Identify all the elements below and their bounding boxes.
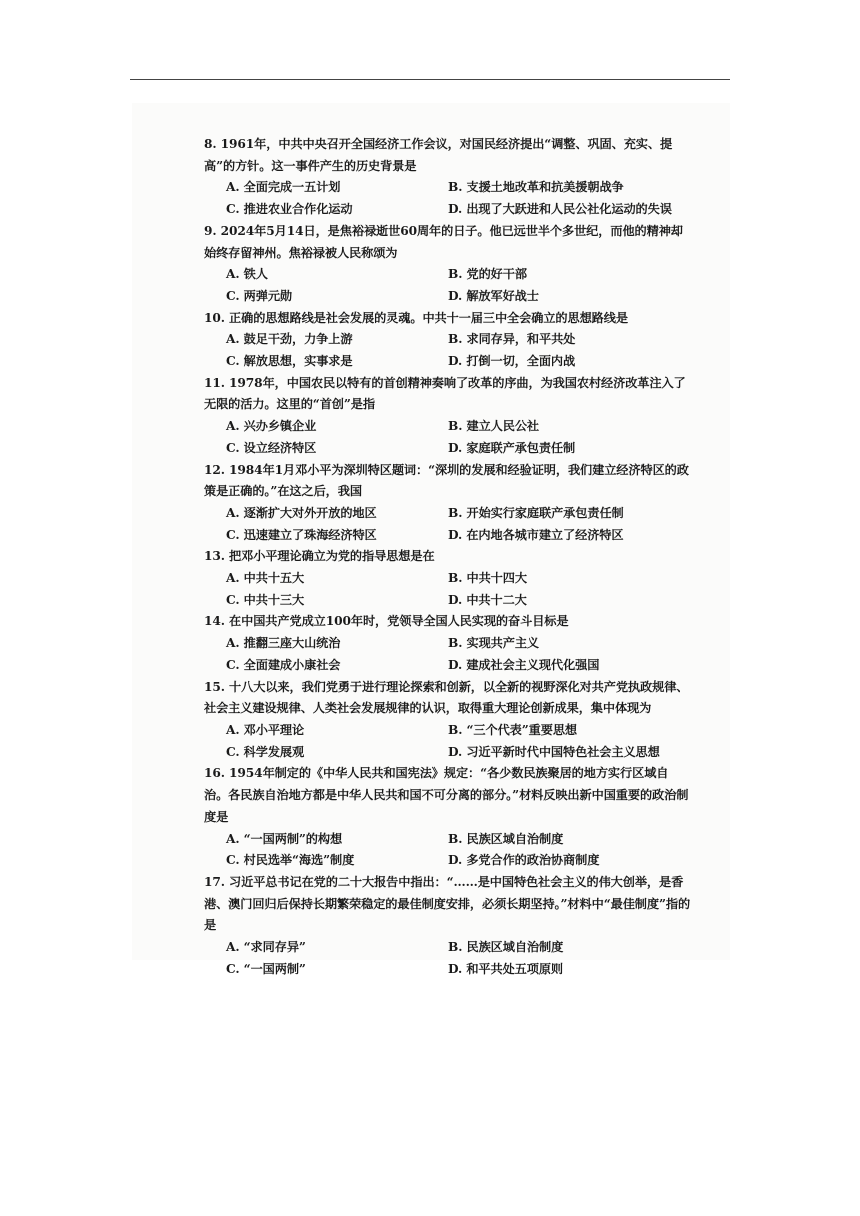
option-d: D. 解放军好战士	[448, 288, 539, 303]
question-stem: 8. 1961年，中共中央召开全国经济工作会议，对国民经济提出“调整、巩固、充实、提高”的方针。这一事件产生的历史背景是	[204, 137, 673, 173]
option-a: A. 鼓足干劲，力争上游	[226, 332, 353, 347]
option-a: A. “一国两制”的构想	[226, 831, 343, 846]
option-c: C. “一国两制”	[226, 961, 306, 976]
option-d: D. 出现了大跃进和人民公社化运动的失误	[448, 202, 672, 217]
option-d: D. 多党合作的政治协商制度	[448, 853, 600, 868]
option-a: A. 中共十五大	[226, 571, 305, 586]
option-a: A. 逐渐扩大对外开放的地区	[226, 505, 377, 520]
option-c: C. 村民选举“海选”制度	[226, 853, 355, 868]
option-b: B. 求同存异，和平共处	[448, 332, 576, 347]
option-d: D. 在内地各城市建立了经济特区	[448, 527, 624, 542]
question-stem: 11. 1978年，中国农民以特有的首创精神奏响了改革的序曲，为我国农村经济改革注入了无限的活力。这里的“首创”是指	[204, 375, 686, 412]
option-a: A. 兴办乡镇企业	[226, 419, 317, 434]
question-15	[204, 677, 692, 764]
option-b: B. 建立人民公社	[448, 419, 540, 434]
question-17	[204, 872, 692, 981]
question-13	[204, 546, 692, 611]
option-c: C. 解放思想，实事求是	[226, 354, 353, 369]
option-a: A. 邓小平理论	[226, 722, 305, 737]
question-10	[204, 308, 692, 373]
option-b: B. 实现共产主义	[448, 636, 540, 651]
option-a: A. 铁人	[226, 267, 268, 282]
question-stem: 10. 正确的思想路线是社会发展的灵魂。中共十一届三中全会确立的思想路线是	[204, 310, 628, 325]
option-c: C. 全面建成小康社会	[226, 657, 341, 672]
question-stem: 15. 十八大以来，我们党勇于进行理论探索和创新，以全新的视野深化对共产党执政规律、社会主义建设规律、人类社会发展规律的认识，取得重大理论创新成果，集中体现为	[204, 679, 689, 716]
option-d: D. 家庭联产承包责任制	[448, 440, 576, 455]
question-list	[204, 134, 692, 980]
option-c: C. 迅速建立了珠海经济特区	[226, 527, 377, 542]
question-stem: 14. 在中国共产党成立100年时，党领导全国人民实现的奋斗目标是	[204, 614, 569, 629]
option-c: C. 科学发展观	[226, 744, 305, 759]
option-b: B. 中共十四大	[448, 571, 527, 586]
option-c: C. 中共十三大	[226, 592, 305, 607]
question-9	[204, 221, 692, 308]
question-16	[204, 763, 692, 872]
option-a: A. 推翻三座大山统治	[226, 636, 341, 651]
option-a: A. 全面完成一五计划	[226, 180, 341, 195]
option-d: D. 习近平新时代中国特色社会主义思想	[448, 744, 660, 759]
header-rule	[130, 79, 730, 80]
option-d: D. 建成社会主义现代化强国	[448, 657, 600, 672]
option-b: B. 民族区域自治制度	[448, 940, 564, 955]
question-8	[204, 134, 692, 221]
question-stem: 13. 把邓小平理论确立为党的指导思想是在	[204, 549, 435, 564]
option-b: B. 党的好干部	[448, 267, 527, 282]
question-stem: 17. 习近平总书记在党的二十大报告中指出：“……是中国特色社会主义的伟大创举，是香港、澳门回归后保持长期繁荣稳定的最佳制度安排，必须长期坚持。”材料中“最佳制度”指的是	[204, 874, 691, 933]
question-stem: 12. 1984年1月邓小平为深圳特区题词：“深圳的发展和经验证明，我们建立经济特区的政策是正确的。”在这之后，我国	[204, 462, 689, 499]
question-stem: 9. 2024年5月14日，是焦裕禄逝世60周年的日子。他已远世半个多世纪，而他的精神却始终存留神州。焦裕禄被人民称颂为	[204, 223, 683, 260]
option-d: D. 中共十二大	[448, 592, 527, 607]
question-14	[204, 611, 692, 676]
option-b: B. 支援土地改革和抗美援朝战争	[448, 180, 624, 195]
option-c: C. 两弹元勋	[226, 288, 293, 303]
question-stem: 16. 1954年制定的《中华人民共和国宪法》规定：“各少数民族聚居的地方实行区域自治。各民族自治地方都是中华人民共和国不可分离的部分。”材料反映出新中国重要的政治制度是	[204, 766, 689, 824]
option-a: A. “求同存异”	[226, 940, 306, 955]
option-d: D. 打倒一切，全面内战	[448, 354, 576, 369]
option-b: B. 开始实行家庭联产承包责任制	[448, 505, 624, 520]
option-d: D. 和平共处五项原则	[448, 961, 564, 976]
question-11	[204, 373, 692, 460]
option-b: B. “三个代表”重要思想	[448, 722, 578, 737]
option-c: C. 设立经济特区	[226, 440, 317, 455]
option-b: B. 民族区域自治制度	[448, 831, 564, 846]
question-12	[204, 460, 692, 547]
option-c: C. 推进农业合作化运动	[226, 202, 353, 217]
